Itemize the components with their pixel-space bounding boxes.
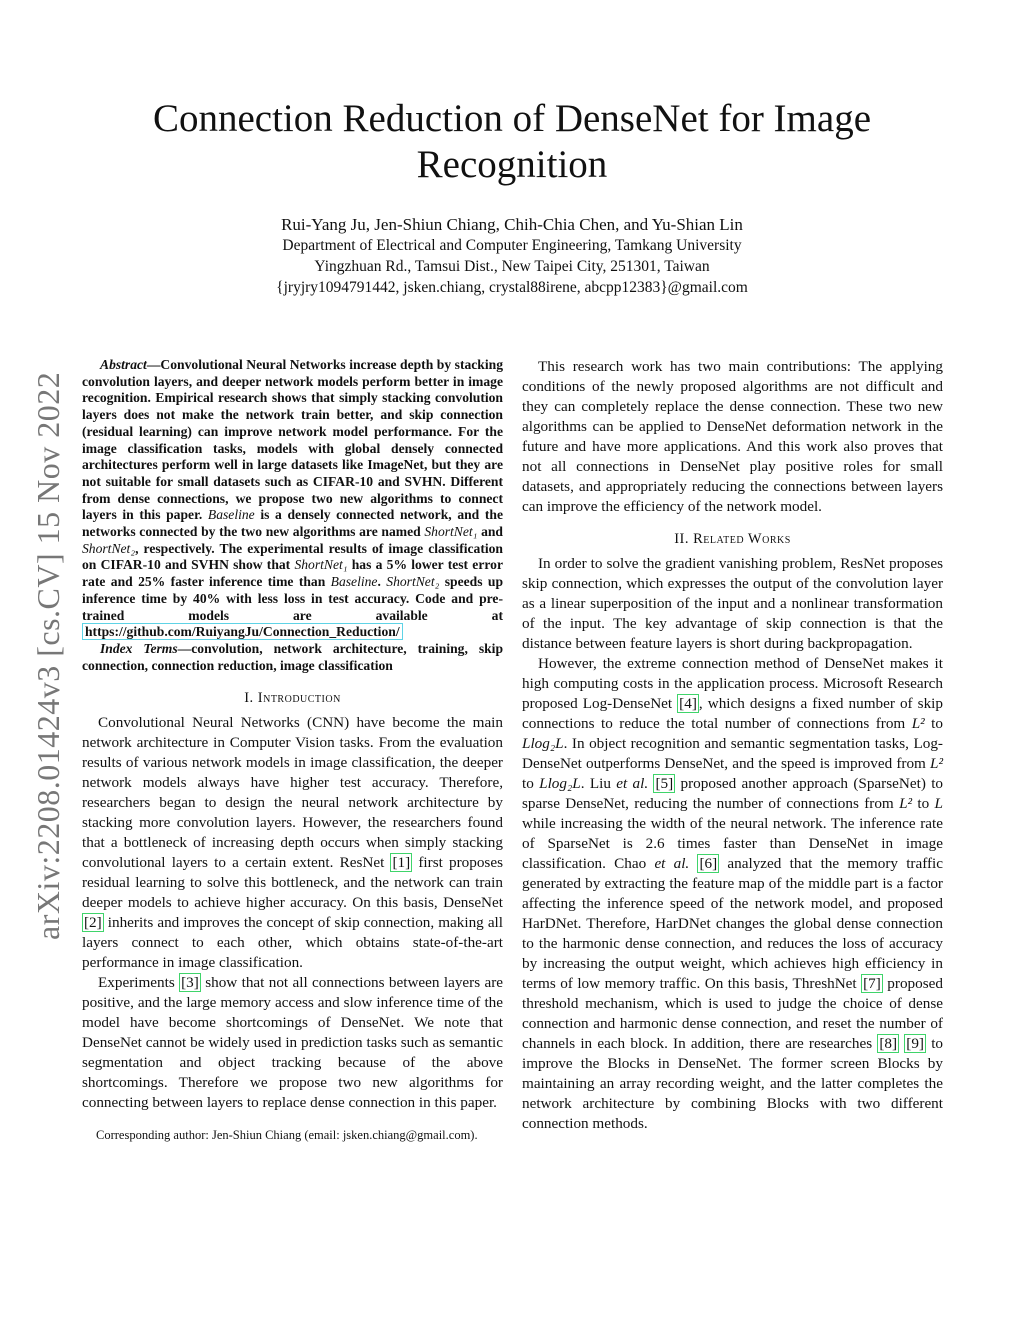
citation-link[interactable]: [1] <box>392 854 411 872</box>
intro-paragraph-2: Experiments [3] show that not all connections between layers are positive, and the large memory access and slow inference time of the model have become shortcomings of DenseNet. We note that DenseNet cannot be widely used in prediction tasks such as semantic segmentation and object tracking because of the above shortcomings. Therefore we propose two new algorithms for connecting between layers to replace dense connection in this paper. <box>82 974 504 1112</box>
citation-link[interactable]: [7] <box>863 975 881 992</box>
code-link[interactable]: https://github.com/RuiyangJu/Connection_Reduction/ <box>82 623 403 640</box>
related-paragraph-2: However, the extreme connection method of DenseNet makes it high computing costs in the application process. Microsoft Research proposed Log-DenseNet [4] , which designs a fixed number of skip connections to reduce the total number of connections from L² to Llog₂L. In object recognition and semantic segmentation tasks, Log-DenseNet outperforms DenseNet, and the speed is improved from L² to Llog₂L. Liu et al. [5] proposed another approach (SparseNet) to sparse DenseNet, reducing the number of connections from L² to L while increasing the width of the neural network. The inference rate of SparseNet is 2.6 times faster than DenseNet in image classification. Chao et al. [6] analyzed that the memory traffic generated by extracting the feature map of the middle part is a factor affecting the inference speed of the network model, and proposed HarDNet. Therefore, HarDNet changes the global dense connection to the harmonic dense connection, and reduces the loss of accuracy by increasing the output weight, which achieves high efficiency in terms of low memory traffic. On this basis, ThreshNet [7] proposed threshold mechanism, which is used to judge the choice of dense connection and harmonic dense connection, and reset the number of channels in each block. In addition, there are researches [8] [9] to improve the Blocks in DenseNet. The former screen Blocks by maintaining an array recording weight, and the latter completes the network architecture by combining Blocks with two different connection methods. <box>522 655 944 1132</box>
abstract-lead: Abstract <box>100 357 147 372</box>
section-heading-introduction: I. Introduction <box>244 690 341 707</box>
affiliation-dept: Department of Electrical and Computer Engineering, Tamkang University <box>282 237 742 254</box>
intro-paragraph-1: Convolutional Neural Networks (CNN) have become the main network architecture in Computer Vision tasks. From the evaluation results of various network models in image classification, the deeper network models always have higher test accuracy. Therefore, researchers began to design the neural network architecture by stacking more convolution layers. However, the researchers found that a bottleneck of increasing depth occurs when simply stacking convolutional layers to a certain extent. ResNet [1] first proposes residual learning to solve this bottleneck, and the network can train deeper models to achieve higher accuracy. On this basis, DenseNet [2] inherits and improves the concept of skip connection, making all layers connect to each other, which obtains state-of-the-art performance in image classification. <box>82 714 503 972</box>
right-column <box>522 357 943 1134</box>
section-heading-related-works: II. Related Works <box>674 531 791 547</box>
abstract: Abstract—Convolutional Neural Networks increase depth by stacking convolution layers, and deeper network models perform better in image recognition. Empirical research shows that simply stacking convolution layers does not make the network train better, and skip connection (residual learning) can improve network model performance. For the image classification tasks, models with global densely connected architectures perform well in large datasets like ImageNet, but they are not suitable for small datasets such as CIFAR-10 and SVHN. Different from dense connections, we propose two new algorithms to connect layers in this paper. Baseline is a densely connected network, and the networks connected by the two new algorithms are named ShortNet₁ and ShortNet₂, respectively. The experimental results of image classification on CIFAR-10 and SVHN show that ShortNet₁ has a 5% lower test error rate and 25% faster inference time than Baseline. ShortNet₂ speeds up inference time by 40% with less loss in test accuracy. Code and pre-trained models are available at https://github.com/RuiyangJu/Connection_Reduction/ <box>82 357 504 640</box>
citation-link[interactable]: [6] <box>699 855 718 872</box>
index-terms: Index Terms—convolution, network architecture, training, skip connection, connection reduction, image classification <box>82 640 504 673</box>
citation-link[interactable]: [4] <box>679 695 697 712</box>
affiliation-address: Yingzhuan Rd., Tamsui Dist., New Taipei City, 251301, Taiwan <box>314 258 710 275</box>
paper-title: Connection Reduction of DenseNet for Image Recognition <box>152 97 872 186</box>
contributions-paragraph: This research work has two main contributions: The applying conditions of the newly proposed algorithms are not difficult and they can completely replace the dense connection. These two new algorithms can be applied to DenseNet deformation network in the future and have more applications. And this work also proves that not all connections in DenseNet play positive roles for small datasets, and appropriately reducing the connections between layers can improve the efficiency of the network model. <box>522 358 943 515</box>
affiliation-emails: {jryjry1094791442, jsken.chiang, crystal88irene, abcpp12383}@gmail.com <box>276 279 748 296</box>
corresponding-author-footnote: Corresponding author: Jen-Shiun Chiang (email: jsken.chiang@gmail.com). <box>96 1128 478 1143</box>
arxiv-identifier: arXiv:2208.01424v3 [cs.CV] 15 Nov 2022 <box>30 371 66 940</box>
citation-link[interactable]: [3] <box>181 974 199 992</box>
left-column <box>82 357 503 1143</box>
related-paragraph-1: In order to solve the gradient vanishing problem, ResNet proposes skip connection, which expresses the output of the convolution layer as a linear superposition of the input and a nonlinear transformation of the input. The key advantage of skip connection is that the distance between feature layers is short during backpropagation. <box>522 555 943 652</box>
citation-link[interactable]: [5] <box>655 775 674 792</box>
author-list: Rui-Yang Ju, Jen-Shiun Chiang, Chih-Chia Chen, and Yu-Shian Lin <box>281 215 743 234</box>
citation-link[interactable]: [8] <box>879 1035 898 1052</box>
citation-link[interactable]: [2] <box>84 914 102 932</box>
citation-link[interactable]: [9] <box>906 1035 924 1052</box>
